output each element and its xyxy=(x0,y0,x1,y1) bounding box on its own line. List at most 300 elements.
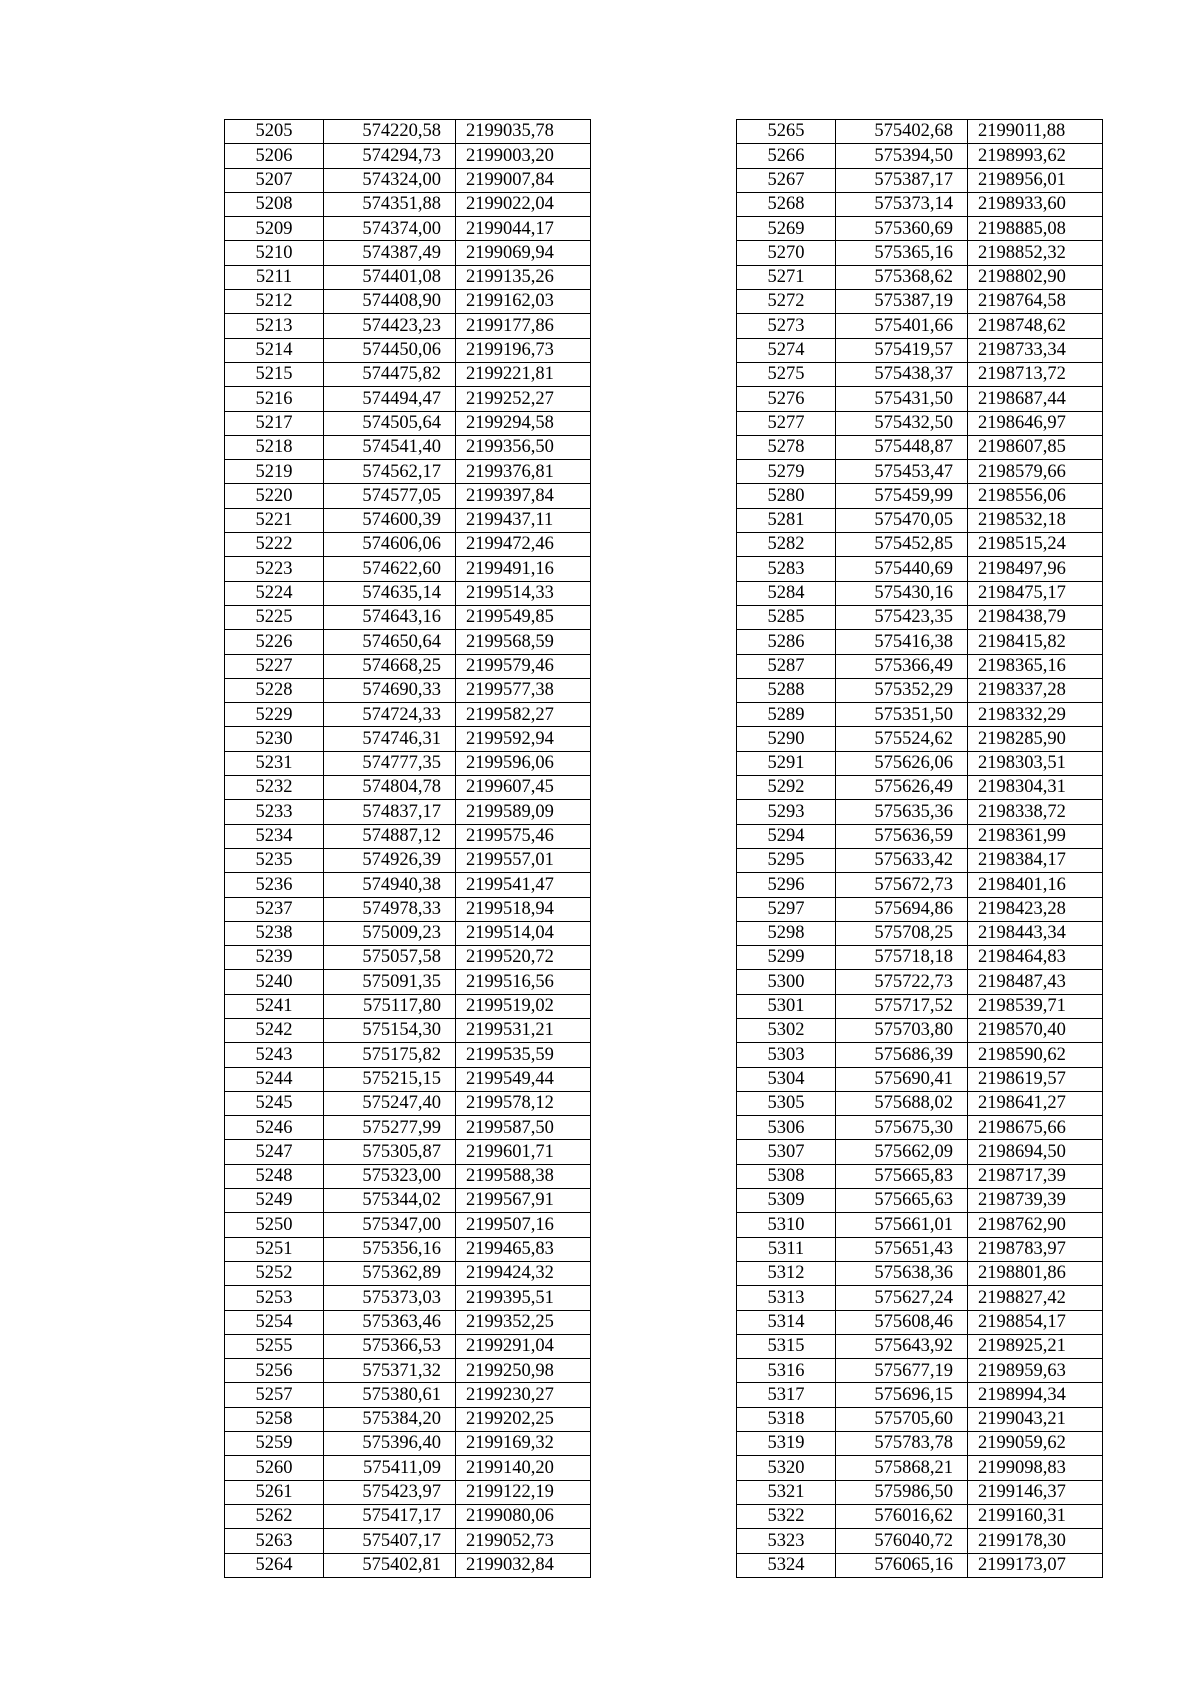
point-number-cell: 5271 xyxy=(737,265,836,289)
y-coordinate-cell: 2199059,62 xyxy=(968,1432,1103,1456)
x-coordinate-cell: 575411,09 xyxy=(324,1456,456,1480)
x-coordinate-cell: 575373,14 xyxy=(836,192,968,216)
y-coordinate-cell: 2198925,21 xyxy=(968,1334,1103,1358)
y-coordinate-cell: 2199178,30 xyxy=(968,1529,1103,1553)
x-coordinate-cell: 575396,40 xyxy=(324,1432,456,1456)
x-coordinate-cell: 575651,43 xyxy=(836,1237,968,1261)
point-number-cell: 5283 xyxy=(737,557,836,581)
point-number-cell: 5250 xyxy=(225,1213,324,1237)
point-number-cell: 5222 xyxy=(225,533,324,557)
table-row xyxy=(225,1213,591,1237)
y-coordinate-cell: 2198762,90 xyxy=(968,1213,1103,1237)
x-coordinate-cell: 575665,83 xyxy=(836,1164,968,1188)
point-number-cell: 5281 xyxy=(737,508,836,532)
point-number-cell: 5243 xyxy=(225,1043,324,1067)
table-row xyxy=(737,1407,1103,1431)
x-coordinate-cell: 574650,64 xyxy=(324,630,456,654)
point-number-cell: 5257 xyxy=(225,1383,324,1407)
y-coordinate-cell: 2199567,91 xyxy=(456,1189,591,1213)
point-number-cell: 5244 xyxy=(225,1067,324,1091)
table-row xyxy=(225,265,591,289)
point-number-cell: 5245 xyxy=(225,1091,324,1115)
point-number-cell: 5301 xyxy=(737,994,836,1018)
table-row xyxy=(737,290,1103,314)
coordinates-table-left xyxy=(224,119,591,1578)
x-coordinate-cell: 575440,69 xyxy=(836,557,968,581)
table-row xyxy=(225,192,591,216)
table-row xyxy=(737,508,1103,532)
x-coordinate-cell: 574450,06 xyxy=(324,338,456,362)
point-number-cell: 5247 xyxy=(225,1140,324,1164)
point-number-cell: 5309 xyxy=(737,1189,836,1213)
y-coordinate-cell: 2199044,17 xyxy=(456,217,591,241)
point-number-cell: 5272 xyxy=(737,290,836,314)
table-row xyxy=(737,168,1103,192)
y-coordinate-cell: 2198338,72 xyxy=(968,800,1103,824)
x-coordinate-cell: 575722,73 xyxy=(836,970,968,994)
point-number-cell: 5319 xyxy=(737,1432,836,1456)
point-number-cell: 5282 xyxy=(737,533,836,557)
y-coordinate-cell: 2199098,83 xyxy=(968,1456,1103,1480)
point-number-cell: 5219 xyxy=(225,460,324,484)
table-row xyxy=(225,484,591,508)
y-coordinate-cell: 2198801,86 xyxy=(968,1261,1103,1285)
x-coordinate-cell: 575419,57 xyxy=(836,338,968,362)
table-row xyxy=(737,1334,1103,1358)
table-row xyxy=(737,362,1103,386)
y-coordinate-cell: 2199582,27 xyxy=(456,703,591,727)
point-number-cell: 5280 xyxy=(737,484,836,508)
y-coordinate-cell: 2199080,06 xyxy=(456,1504,591,1528)
y-coordinate-cell: 2199568,59 xyxy=(456,630,591,654)
point-number-cell: 5216 xyxy=(225,387,324,411)
y-coordinate-cell: 2198590,62 xyxy=(968,1043,1103,1067)
y-coordinate-cell: 2198733,34 xyxy=(968,338,1103,362)
table-row xyxy=(737,1359,1103,1383)
x-coordinate-cell: 574494,47 xyxy=(324,387,456,411)
y-coordinate-cell: 2199177,86 xyxy=(456,314,591,338)
table-row xyxy=(737,1189,1103,1213)
y-coordinate-cell: 2199135,26 xyxy=(456,265,591,289)
table-row xyxy=(737,654,1103,678)
x-coordinate-cell: 575380,61 xyxy=(324,1383,456,1407)
table-row xyxy=(737,1116,1103,1140)
y-coordinate-cell: 2199577,38 xyxy=(456,678,591,702)
x-coordinate-cell: 574837,17 xyxy=(324,800,456,824)
point-number-cell: 5298 xyxy=(737,921,836,945)
point-number-cell: 5297 xyxy=(737,897,836,921)
y-coordinate-cell: 2198641,27 xyxy=(968,1091,1103,1115)
y-coordinate-cell: 2198694,50 xyxy=(968,1140,1103,1164)
x-coordinate-cell: 575783,78 xyxy=(836,1432,968,1456)
y-coordinate-cell: 2198607,85 xyxy=(968,435,1103,459)
x-coordinate-cell: 574562,17 xyxy=(324,460,456,484)
y-coordinate-cell: 2199022,04 xyxy=(456,192,591,216)
x-coordinate-cell: 574423,23 xyxy=(324,314,456,338)
y-coordinate-cell: 2198687,44 xyxy=(968,387,1103,411)
y-coordinate-cell: 2199601,71 xyxy=(456,1140,591,1164)
x-coordinate-cell: 575633,42 xyxy=(836,848,968,872)
point-number-cell: 5206 xyxy=(225,144,324,168)
x-coordinate-cell: 574351,88 xyxy=(324,192,456,216)
x-coordinate-cell: 575703,80 xyxy=(836,1018,968,1042)
table-row xyxy=(225,1553,591,1577)
point-number-cell: 5267 xyxy=(737,168,836,192)
y-coordinate-cell: 2199252,27 xyxy=(456,387,591,411)
x-coordinate-cell: 575416,38 xyxy=(836,630,968,654)
x-coordinate-cell: 575717,52 xyxy=(836,994,968,1018)
y-coordinate-cell: 2199514,33 xyxy=(456,581,591,605)
table-row xyxy=(225,1480,591,1504)
x-coordinate-cell: 575365,16 xyxy=(836,241,968,265)
point-number-cell: 5270 xyxy=(737,241,836,265)
y-coordinate-cell: 2199578,12 xyxy=(456,1091,591,1115)
x-coordinate-cell: 574408,90 xyxy=(324,290,456,314)
table-row xyxy=(225,1286,591,1310)
point-number-cell: 5318 xyxy=(737,1407,836,1431)
x-coordinate-cell: 575360,69 xyxy=(836,217,968,241)
y-coordinate-cell: 2198285,90 xyxy=(968,727,1103,751)
y-coordinate-cell: 2198993,62 xyxy=(968,144,1103,168)
x-coordinate-cell: 574622,60 xyxy=(324,557,456,581)
point-number-cell: 5278 xyxy=(737,435,836,459)
y-coordinate-cell: 2199352,25 xyxy=(456,1310,591,1334)
x-coordinate-cell: 575057,58 xyxy=(324,946,456,970)
x-coordinate-cell: 575635,36 xyxy=(836,800,968,824)
point-number-cell: 5317 xyxy=(737,1383,836,1407)
x-coordinate-cell: 574804,78 xyxy=(324,776,456,800)
point-number-cell: 5276 xyxy=(737,387,836,411)
x-coordinate-cell: 574220,58 xyxy=(324,120,456,144)
y-coordinate-cell: 2198827,42 xyxy=(968,1286,1103,1310)
y-coordinate-cell: 2198739,39 xyxy=(968,1189,1103,1213)
point-number-cell: 5242 xyxy=(225,1018,324,1042)
x-coordinate-cell: 575868,21 xyxy=(836,1456,968,1480)
x-coordinate-cell: 575627,24 xyxy=(836,1286,968,1310)
table-row xyxy=(737,1164,1103,1188)
point-number-cell: 5255 xyxy=(225,1334,324,1358)
y-coordinate-cell: 2199549,44 xyxy=(456,1067,591,1091)
point-number-cell: 5279 xyxy=(737,460,836,484)
point-number-cell: 5221 xyxy=(225,508,324,532)
table-row xyxy=(737,192,1103,216)
x-coordinate-cell: 575387,17 xyxy=(836,168,968,192)
table-row xyxy=(225,1018,591,1042)
table-row xyxy=(737,703,1103,727)
point-number-cell: 5311 xyxy=(737,1237,836,1261)
x-coordinate-cell: 575371,32 xyxy=(324,1359,456,1383)
table-row xyxy=(225,1334,591,1358)
table-row xyxy=(737,1432,1103,1456)
point-number-cell: 5235 xyxy=(225,848,324,872)
x-coordinate-cell: 575091,35 xyxy=(324,970,456,994)
y-coordinate-cell: 2199541,47 xyxy=(456,873,591,897)
y-coordinate-cell: 2198464,83 xyxy=(968,946,1103,970)
table-row xyxy=(225,605,591,629)
point-number-cell: 5231 xyxy=(225,751,324,775)
y-coordinate-cell: 2198332,29 xyxy=(968,703,1103,727)
x-coordinate-cell: 575718,18 xyxy=(836,946,968,970)
y-coordinate-cell: 2198556,06 xyxy=(968,484,1103,508)
point-number-cell: 5260 xyxy=(225,1456,324,1480)
table-row xyxy=(737,241,1103,265)
table-row xyxy=(737,217,1103,241)
x-coordinate-cell: 574387,49 xyxy=(324,241,456,265)
x-coordinate-cell: 575175,82 xyxy=(324,1043,456,1067)
x-coordinate-cell: 575638,36 xyxy=(836,1261,968,1285)
x-coordinate-cell: 575384,20 xyxy=(324,1407,456,1431)
x-coordinate-cell: 575417,17 xyxy=(324,1504,456,1528)
y-coordinate-cell: 2199250,98 xyxy=(456,1359,591,1383)
x-coordinate-cell: 575608,46 xyxy=(836,1310,968,1334)
x-coordinate-cell: 575690,41 xyxy=(836,1067,968,1091)
table-row xyxy=(225,727,591,751)
table-row xyxy=(737,605,1103,629)
y-coordinate-cell: 2199516,56 xyxy=(456,970,591,994)
table-row xyxy=(737,1140,1103,1164)
table-row xyxy=(225,411,591,435)
x-coordinate-cell: 575448,87 xyxy=(836,435,968,459)
point-number-cell: 5292 xyxy=(737,776,836,800)
point-number-cell: 5213 xyxy=(225,314,324,338)
y-coordinate-cell: 2199160,31 xyxy=(968,1504,1103,1528)
y-coordinate-cell: 2198852,32 xyxy=(968,241,1103,265)
point-number-cell: 5238 xyxy=(225,921,324,945)
y-coordinate-cell: 2199221,81 xyxy=(456,362,591,386)
table-row xyxy=(225,1310,591,1334)
point-number-cell: 5228 xyxy=(225,678,324,702)
y-coordinate-cell: 2198956,01 xyxy=(968,168,1103,192)
table-row xyxy=(225,897,591,921)
point-number-cell: 5233 xyxy=(225,800,324,824)
table-row xyxy=(225,1432,591,1456)
y-coordinate-cell: 2198487,43 xyxy=(968,970,1103,994)
table-row xyxy=(737,1529,1103,1553)
y-coordinate-cell: 2198539,71 xyxy=(968,994,1103,1018)
point-number-cell: 5208 xyxy=(225,192,324,216)
x-coordinate-cell: 574690,33 xyxy=(324,678,456,702)
table-row xyxy=(737,970,1103,994)
y-coordinate-cell: 2198475,17 xyxy=(968,581,1103,605)
x-coordinate-cell: 574401,08 xyxy=(324,265,456,289)
table-row xyxy=(225,1067,591,1091)
point-number-cell: 5302 xyxy=(737,1018,836,1042)
point-number-cell: 5284 xyxy=(737,581,836,605)
table-row xyxy=(225,241,591,265)
y-coordinate-cell: 2198303,51 xyxy=(968,751,1103,775)
x-coordinate-cell: 575362,89 xyxy=(324,1261,456,1285)
x-coordinate-cell: 574475,82 xyxy=(324,362,456,386)
y-coordinate-cell: 2199294,58 xyxy=(456,411,591,435)
point-number-cell: 5320 xyxy=(737,1456,836,1480)
table-row xyxy=(225,994,591,1018)
table-row xyxy=(225,873,591,897)
point-number-cell: 5277 xyxy=(737,411,836,435)
point-number-cell: 5289 xyxy=(737,703,836,727)
x-coordinate-cell: 575347,00 xyxy=(324,1213,456,1237)
x-coordinate-cell: 574668,25 xyxy=(324,654,456,678)
point-number-cell: 5286 xyxy=(737,630,836,654)
table-row xyxy=(225,362,591,386)
point-number-cell: 5241 xyxy=(225,994,324,1018)
x-coordinate-cell: 575215,15 xyxy=(324,1067,456,1091)
table-row xyxy=(737,1261,1103,1285)
point-number-cell: 5214 xyxy=(225,338,324,362)
y-coordinate-cell: 2199507,16 xyxy=(456,1213,591,1237)
x-coordinate-cell: 575351,50 xyxy=(836,703,968,727)
table-row xyxy=(225,1043,591,1067)
table-row xyxy=(737,460,1103,484)
point-number-cell: 5251 xyxy=(225,1237,324,1261)
x-coordinate-cell: 575643,92 xyxy=(836,1334,968,1358)
y-coordinate-cell: 2198361,99 xyxy=(968,824,1103,848)
x-coordinate-cell: 575277,99 xyxy=(324,1116,456,1140)
table-row xyxy=(737,751,1103,775)
point-number-cell: 5316 xyxy=(737,1359,836,1383)
point-number-cell: 5264 xyxy=(225,1553,324,1577)
x-coordinate-cell: 575708,25 xyxy=(836,921,968,945)
y-coordinate-cell: 2199588,38 xyxy=(456,1164,591,1188)
table-row xyxy=(737,314,1103,338)
x-coordinate-cell: 574374,00 xyxy=(324,217,456,241)
y-coordinate-cell: 2199356,50 xyxy=(456,435,591,459)
point-number-cell: 5306 xyxy=(737,1116,836,1140)
point-number-cell: 5273 xyxy=(737,314,836,338)
table-row xyxy=(225,921,591,945)
point-number-cell: 5230 xyxy=(225,727,324,751)
table-row xyxy=(225,338,591,362)
x-coordinate-cell: 574294,73 xyxy=(324,144,456,168)
point-number-cell: 5304 xyxy=(737,1067,836,1091)
point-number-cell: 5248 xyxy=(225,1164,324,1188)
table-row xyxy=(737,1286,1103,1310)
x-coordinate-cell: 574505,64 xyxy=(324,411,456,435)
table-row xyxy=(737,1237,1103,1261)
point-number-cell: 5307 xyxy=(737,1140,836,1164)
y-coordinate-cell: 2198713,72 xyxy=(968,362,1103,386)
y-coordinate-cell: 2199518,94 xyxy=(456,897,591,921)
table-row xyxy=(737,435,1103,459)
x-coordinate-cell: 574926,39 xyxy=(324,848,456,872)
table-row xyxy=(737,557,1103,581)
table-row xyxy=(737,897,1103,921)
point-number-cell: 5294 xyxy=(737,824,836,848)
x-coordinate-cell: 575344,02 xyxy=(324,1189,456,1213)
y-coordinate-cell: 2198748,62 xyxy=(968,314,1103,338)
point-number-cell: 5239 xyxy=(225,946,324,970)
table-row xyxy=(737,994,1103,1018)
x-coordinate-cell: 575402,68 xyxy=(836,120,968,144)
y-coordinate-cell: 2199376,81 xyxy=(456,460,591,484)
point-number-cell: 5262 xyxy=(225,1504,324,1528)
table-row xyxy=(225,314,591,338)
x-coordinate-cell: 575452,85 xyxy=(836,533,968,557)
point-number-cell: 5313 xyxy=(737,1286,836,1310)
table-row xyxy=(737,1043,1103,1067)
y-coordinate-cell: 2199196,73 xyxy=(456,338,591,362)
y-coordinate-cell: 2198619,57 xyxy=(968,1067,1103,1091)
point-number-cell: 5315 xyxy=(737,1334,836,1358)
point-number-cell: 5296 xyxy=(737,873,836,897)
table-row xyxy=(225,1407,591,1431)
x-coordinate-cell: 575636,59 xyxy=(836,824,968,848)
y-coordinate-cell: 2199397,84 xyxy=(456,484,591,508)
y-coordinate-cell: 2199531,21 xyxy=(456,1018,591,1042)
y-coordinate-cell: 2198675,66 xyxy=(968,1116,1103,1140)
table-row xyxy=(225,144,591,168)
y-coordinate-cell: 2198497,96 xyxy=(968,557,1103,581)
table-row xyxy=(225,1383,591,1407)
x-coordinate-cell: 575696,15 xyxy=(836,1383,968,1407)
point-number-cell: 5246 xyxy=(225,1116,324,1140)
y-coordinate-cell: 2198570,40 xyxy=(968,1018,1103,1042)
point-number-cell: 5253 xyxy=(225,1286,324,1310)
table-row xyxy=(225,387,591,411)
y-coordinate-cell: 2199535,59 xyxy=(456,1043,591,1067)
table-row xyxy=(225,824,591,848)
table-row xyxy=(225,1116,591,1140)
table-row xyxy=(737,120,1103,144)
table-row xyxy=(225,120,591,144)
y-coordinate-cell: 2198337,28 xyxy=(968,678,1103,702)
x-coordinate-cell: 575366,53 xyxy=(324,1334,456,1358)
x-coordinate-cell: 574600,39 xyxy=(324,508,456,532)
y-coordinate-cell: 2199607,45 xyxy=(456,776,591,800)
point-number-cell: 5236 xyxy=(225,873,324,897)
table-row xyxy=(737,1310,1103,1334)
x-coordinate-cell: 575626,06 xyxy=(836,751,968,775)
table-row xyxy=(737,1504,1103,1528)
y-coordinate-cell: 2199052,73 xyxy=(456,1529,591,1553)
table-row xyxy=(225,800,591,824)
point-number-cell: 5300 xyxy=(737,970,836,994)
table-row xyxy=(225,1140,591,1164)
x-coordinate-cell: 575688,02 xyxy=(836,1091,968,1115)
y-coordinate-cell: 2198802,90 xyxy=(968,265,1103,289)
y-coordinate-cell: 2199162,03 xyxy=(456,290,591,314)
point-number-cell: 5249 xyxy=(225,1189,324,1213)
y-coordinate-cell: 2199140,20 xyxy=(456,1456,591,1480)
point-number-cell: 5308 xyxy=(737,1164,836,1188)
table-row xyxy=(737,776,1103,800)
table-row xyxy=(225,1237,591,1261)
point-number-cell: 5224 xyxy=(225,581,324,605)
point-number-cell: 5227 xyxy=(225,654,324,678)
y-coordinate-cell: 2198959,63 xyxy=(968,1359,1103,1383)
x-coordinate-cell: 575626,49 xyxy=(836,776,968,800)
y-coordinate-cell: 2198401,16 xyxy=(968,873,1103,897)
y-coordinate-cell: 2198764,58 xyxy=(968,290,1103,314)
y-coordinate-cell: 2198443,34 xyxy=(968,921,1103,945)
table-row xyxy=(737,1018,1103,1042)
y-coordinate-cell: 2199437,11 xyxy=(456,508,591,532)
table-row xyxy=(225,460,591,484)
point-number-cell: 5314 xyxy=(737,1310,836,1334)
point-number-cell: 5269 xyxy=(737,217,836,241)
y-coordinate-cell: 2199557,01 xyxy=(456,848,591,872)
point-number-cell: 5252 xyxy=(225,1261,324,1285)
x-coordinate-cell: 575323,00 xyxy=(324,1164,456,1188)
y-coordinate-cell: 2199035,78 xyxy=(456,120,591,144)
x-coordinate-cell: 574940,38 xyxy=(324,873,456,897)
table-row xyxy=(737,630,1103,654)
y-coordinate-cell: 2199549,85 xyxy=(456,605,591,629)
table-row xyxy=(225,630,591,654)
table-row xyxy=(737,678,1103,702)
y-coordinate-cell: 2198885,08 xyxy=(968,217,1103,241)
y-coordinate-cell: 2199575,46 xyxy=(456,824,591,848)
table-row xyxy=(225,751,591,775)
